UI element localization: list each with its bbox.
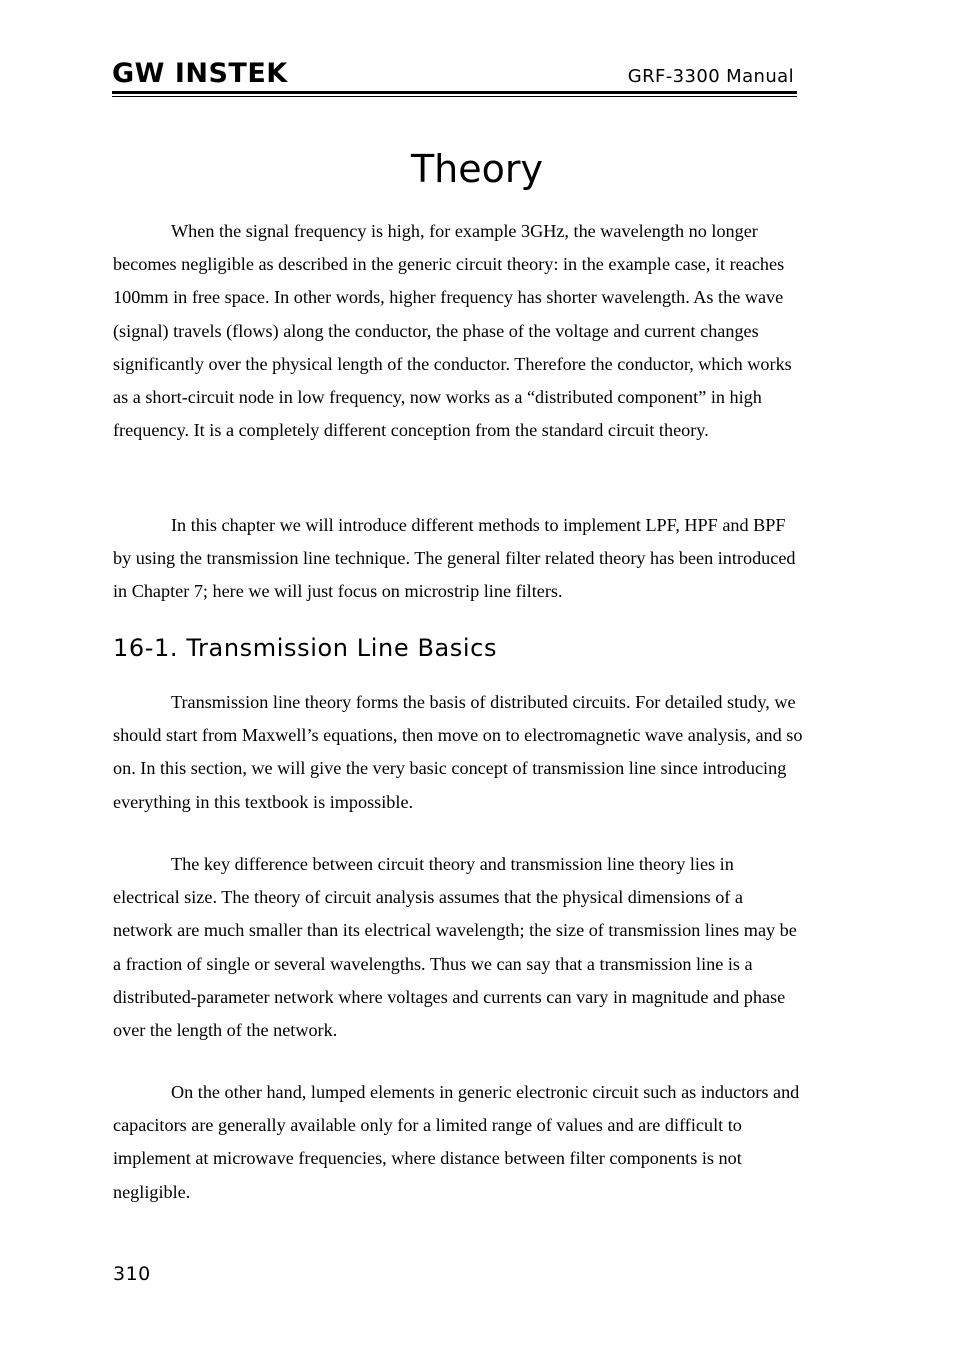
section-paragraph-2: The key difference between circuit theory and transmission line theory lies in electrical size. The theory of circuit analysis assumes that the physical dimensions of a network are much smaller than its electrical wavelength; the size of transmission lines may be a fraction of single or several wavelengths. Thus we can say that a transmission line is a distributed-parameter network where voltages and currents can vary in magnitude and phase over the length of the network.: [113, 854, 797, 1041]
chapter-title: Theory: [410, 147, 544, 191]
section-paragraph-1: Transmission line theory forms the basis of distributed circuits. For detailed study, we should start from Maxwell’s equations, then move on to electromagnetic wave analysis, and so on. In this section, we will give the very basic concept of transmission line since introducing everything in this textbook is impossible.: [113, 692, 803, 812]
header-rule-thin: [112, 96, 797, 97]
page-number: 310: [113, 1263, 151, 1285]
intro-paragraph-2: In this chapter we will introduce different methods to implement LPF, HPF and BPF by using the transmission line technique. The general filter related theory has been introduced in Chapter 7; here we will just focus on microstrip line filters.: [113, 515, 796, 602]
manual-title: GRF-3300 Manual: [627, 66, 794, 87]
gw-instek-logo: GW INSTEK: [112, 58, 288, 89]
section-heading: 16-1. Transmission Line Basics: [113, 634, 498, 662]
section-paragraph-3: On the other hand, lumped elements in generic electronic circuit such as inductors and capacitors are generally available only for a limited range of values and are difficult to implement at microwave frequencies, where distance between filter components is not negligible.: [113, 1082, 800, 1202]
intro-paragraph-1: When the signal frequency is high, for example 3GHz, the wavelength no longer becomes negligible as described in the generic circuit theory: in the example case, it reaches 100mm in free space. In other words, higher frequency has shorter wavelength. As the wave (signal) travels (flows) along the conductor, the phase of the voltage and current changes significantly over the physical length of the conductor. Therefore the conductor, which works as a short-circuit node in low frequency, now works as a “distributed component” in high frequency. It is a completely different conception from the standard circuit theory.: [113, 221, 792, 441]
header-rule-thick: [112, 91, 797, 94]
page-header: [112, 56, 797, 96]
